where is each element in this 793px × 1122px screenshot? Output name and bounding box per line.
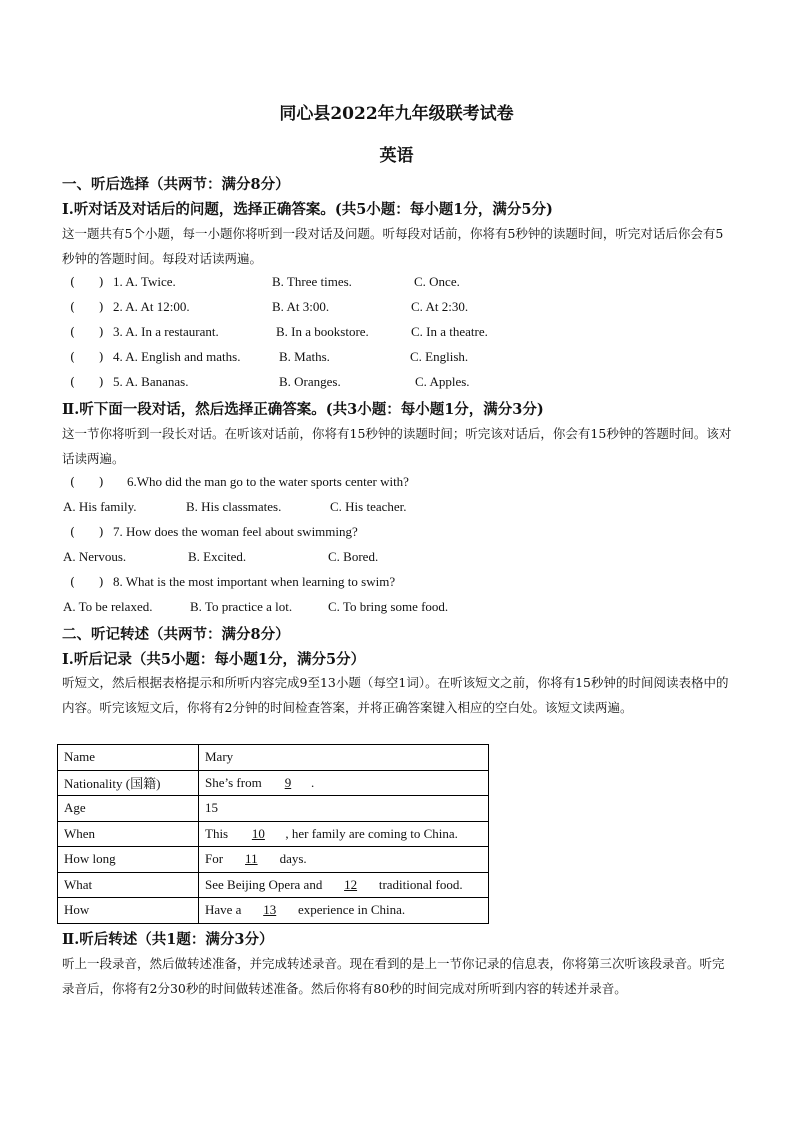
row-label: Name — [58, 745, 199, 771]
value-text: days. — [276, 851, 307, 867]
question-6-option-b: B. His classmates. — [186, 499, 282, 514]
row-label: When — [58, 821, 199, 847]
value-text: traditional food. — [375, 876, 463, 892]
question-3-option-a: 3. A. In a restaurant. — [113, 324, 219, 339]
fill-blank-13[interactable]: 13 — [263, 902, 277, 918]
question-3-option-b: B. In a bookstore. — [276, 324, 369, 339]
question-8-option-a: A. To be relaxed. — [63, 599, 153, 614]
question-2-option-c: C. At 2:30. — [411, 299, 469, 314]
answer-blank — [70, 324, 104, 339]
question-5-option-a: 5. A. Bananas. — [113, 374, 189, 389]
part2-section1-instruction: 听短文，然后根据表格提示和所听内容完成9至13小题（每空1词）。在听该短文之前，你将有15秒钟的时间阅读表格中的内容。听完该短文后，你将有2分钟的时间检查答案，并将正确答案键入相应的空白处。该短文读两遍。 — [62, 675, 729, 715]
value-text: See Beijing Opera and — [205, 876, 326, 892]
value-text: For — [205, 851, 227, 867]
table-row — [58, 796, 489, 822]
question-7-stem: 7. How does the woman feel about swimming? — [113, 524, 358, 539]
question-2-option-a: 2. A. At 12:00. — [113, 299, 190, 314]
answer-blank — [70, 349, 104, 364]
question-4-option-a: 4. A. English and maths. — [113, 349, 241, 364]
question-1-option-a: 1. A. Twice. — [113, 274, 176, 289]
table-row — [58, 770, 489, 796]
answer-blank — [70, 274, 104, 289]
question-5-option-b: B. Oranges. — [279, 374, 341, 389]
question-4-option-c: C. English. — [410, 349, 469, 364]
row-value — [199, 821, 489, 847]
question-6-option-a: A. His family. — [63, 499, 137, 514]
question-6-stem: 6.Who did the man go to the water sports center with? — [127, 474, 409, 489]
question-4-option-b: B. Maths. — [279, 349, 330, 364]
part1-section1-heading: Ⅰ.听对话及对话后的问题，选择正确答案。(共5小题：每小题1分，满分5分) — [62, 201, 553, 218]
value-text: experience in China. — [294, 902, 406, 918]
row-label: How long — [58, 847, 199, 873]
question-2-option-b: B. At 3:00. — [272, 299, 330, 314]
question-7-option-b: B. Excited. — [188, 549, 247, 564]
row-value — [199, 898, 489, 924]
question-6-option-c: C. His teacher. — [330, 499, 407, 514]
table-row — [58, 872, 489, 898]
row-label: Age — [58, 796, 199, 822]
question-8-option-c: C. To bring some food. — [328, 599, 449, 614]
value-text: This — [205, 825, 232, 841]
value-text: , her family are coming to China. — [285, 825, 458, 841]
answer-blank — [70, 474, 104, 489]
row-label: Nationality (国籍) — [58, 770, 199, 796]
value-text: . — [310, 774, 315, 790]
value-text: Mary — [205, 749, 234, 765]
fill-blank-12[interactable]: 12 — [344, 876, 358, 892]
part1-heading: 一、听后选择（共两节：满分8分） — [62, 176, 290, 193]
part2-section1-heading: Ⅰ.听后记录（共5小题：每小题1分，满分5分） — [62, 651, 366, 668]
fill-blank-11[interactable]: 11 — [245, 851, 258, 867]
question-8-stem: 8. What is the most important when learning to swim? — [113, 574, 396, 589]
question-7-option-c: C. Bored. — [328, 549, 379, 564]
part2-section2-instruction: 听上一段录音，然后做转述准备，并完成转述录音。现在看到的是上一节你记录的信息表，你将第三次听该段录音。听完录音后，你将有2分30秒的时间做转述准备。然后你将有80秒的时间完成对所听到内容的转述并录音。 — [62, 956, 725, 996]
row-label: What — [58, 872, 199, 898]
table-row — [58, 847, 489, 873]
table-row — [58, 821, 489, 847]
question-1-option-c: C. Once. — [414, 274, 460, 289]
table-row — [58, 745, 489, 771]
question-5-option-c: C. Apples. — [415, 374, 470, 389]
value-text: She’s from — [205, 774, 265, 790]
answer-blank — [70, 524, 104, 539]
row-value — [199, 745, 489, 771]
answer-blank — [70, 299, 104, 314]
part2-heading: 二、听记转述（共两节：满分8分） — [62, 626, 290, 643]
part1-section2-instruction: 这一节你将听到一段长对话。在听该对话前，你将有15秒钟的读题时间；听完该对话后，你会有15秒钟的答题时间。该对话读两遍。 — [62, 426, 732, 466]
fill-blank-10[interactable]: 10 — [251, 825, 265, 841]
row-value — [199, 796, 489, 822]
answer-blank — [70, 374, 104, 389]
row-value — [199, 770, 489, 796]
value-text: 15 — [205, 800, 218, 816]
part1-section2-heading: Ⅱ.听下面一段对话，然后选择正确答案。(共3小题：每小题1分，满分3分) — [62, 401, 544, 418]
value-text: Have a — [205, 902, 245, 918]
question-7-option-a: A. Nervous. — [63, 549, 127, 564]
part1-section1-instruction: 这一题共有5个小题，每一小题你将听到一段对话及问题。听每段对话前，你将有5秒钟的读题时间，听完对话后你会有5秒钟的答题时间。每段对话读两遍。 — [62, 226, 724, 266]
subject-title: 英语 — [379, 146, 414, 166]
part2-section2-heading: Ⅱ.听后转述（共1题：满分3分） — [62, 931, 274, 948]
question-8-option-b: B. To practice a lot. — [190, 599, 293, 614]
exam-title: 同心县2022年九年级联考试卷 — [279, 104, 514, 124]
question-3-option-c: C. In a theatre. — [411, 324, 488, 339]
row-value — [199, 872, 489, 898]
fill-blank-9[interactable]: 9 — [284, 774, 292, 790]
answer-blank — [70, 574, 104, 589]
question-1-option-b: B. Three times. — [272, 274, 352, 289]
row-value — [199, 847, 489, 873]
row-label: How — [58, 898, 199, 924]
record-table — [57, 744, 489, 924]
table-row — [58, 898, 489, 924]
